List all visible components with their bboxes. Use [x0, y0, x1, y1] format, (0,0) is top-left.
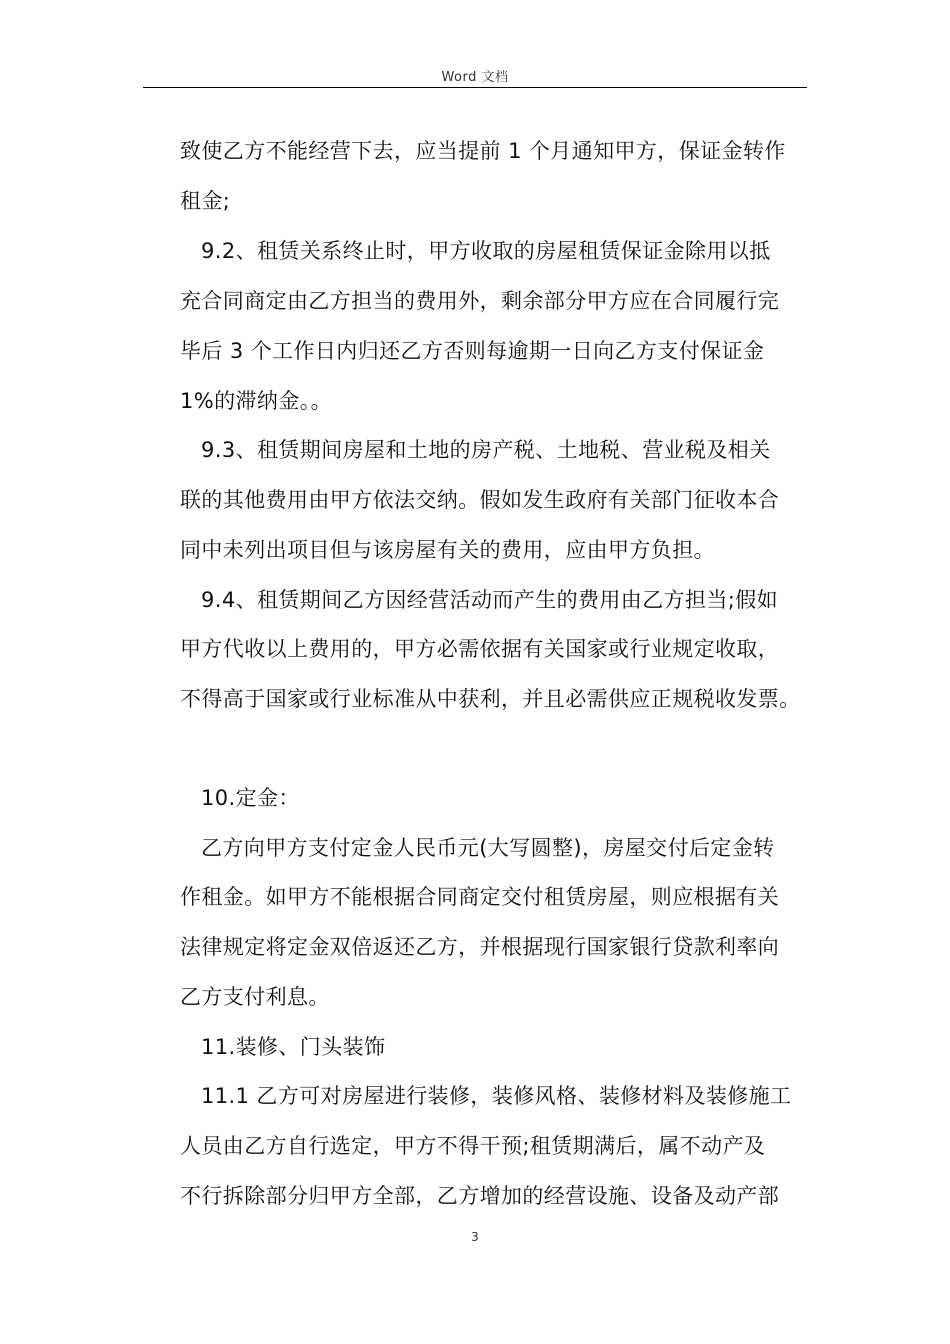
body-line: 同中未列出项目但与该房屋有关的费用，应由甲方负担。	[180, 538, 715, 562]
body-line: 致使乙方不能经营下去，应当提前 1 个月通知甲方，保证金转作	[180, 139, 786, 163]
body-line: 人员由乙方自行选定，甲方不得干预;租赁期满后，属不动产及	[180, 1134, 766, 1158]
body-line: 1%的滞纳金。。	[180, 389, 333, 413]
body-line: 9.2、租赁关系终止时，甲方收取的房屋租赁保证金除用以抵	[201, 239, 771, 263]
body-line: 11.1 乙方可对房屋进行装修，装修风格、装修材料及装修施工	[201, 1084, 792, 1108]
body-line: 联的其他费用由甲方依法交纳。假如发生政府有关部门征收本合	[180, 488, 780, 512]
body-line: 9.4、租赁期间乙方因经营活动而产生的费用由乙方担当;假如	[201, 588, 779, 612]
page-header-title: Word 文档	[441, 70, 509, 85]
section-heading: 11.装修、门头装饰	[201, 1035, 386, 1059]
body-line: 充合同商定由乙方担当的费用外，剩余部分甲方应在合同履行完	[180, 289, 780, 313]
header-divider	[143, 87, 807, 88]
body-line: 乙方向甲方支付定金人民币元(大写圆整)，房屋交付后定金转	[201, 836, 775, 860]
body-line: 不行拆除部分归甲方全部，乙方增加的经营设施、设备及动产部	[180, 1184, 780, 1208]
body-line: 9.3、租赁期间房屋和土地的房产税、土地税、营业税及相关	[201, 438, 771, 462]
body-line: 法律规定将定金双倍返还乙方，并根据现行国家银行贷款利率向	[180, 935, 780, 959]
body-line: 不得高于国家或行业标准从中获利，并且必需供应正规税收发票。	[180, 687, 801, 711]
body-line: 作租金。如甲方不能根据合同商定交付租赁房屋，则应根据有关	[180, 885, 780, 909]
body-line: 甲方代收以上费用的，甲方必需依据有关国家或行业规定收取，	[180, 637, 780, 661]
body-line: 乙方支付利息。	[180, 985, 330, 1009]
body-line: 租金;	[180, 189, 231, 213]
body-line: 毕后 3 个工作日内归还乙方否则每逾期一日向乙方支付保证金	[180, 339, 765, 363]
section-heading: 10.定金：	[201, 786, 300, 810]
page-number: 3	[471, 1230, 479, 1244]
